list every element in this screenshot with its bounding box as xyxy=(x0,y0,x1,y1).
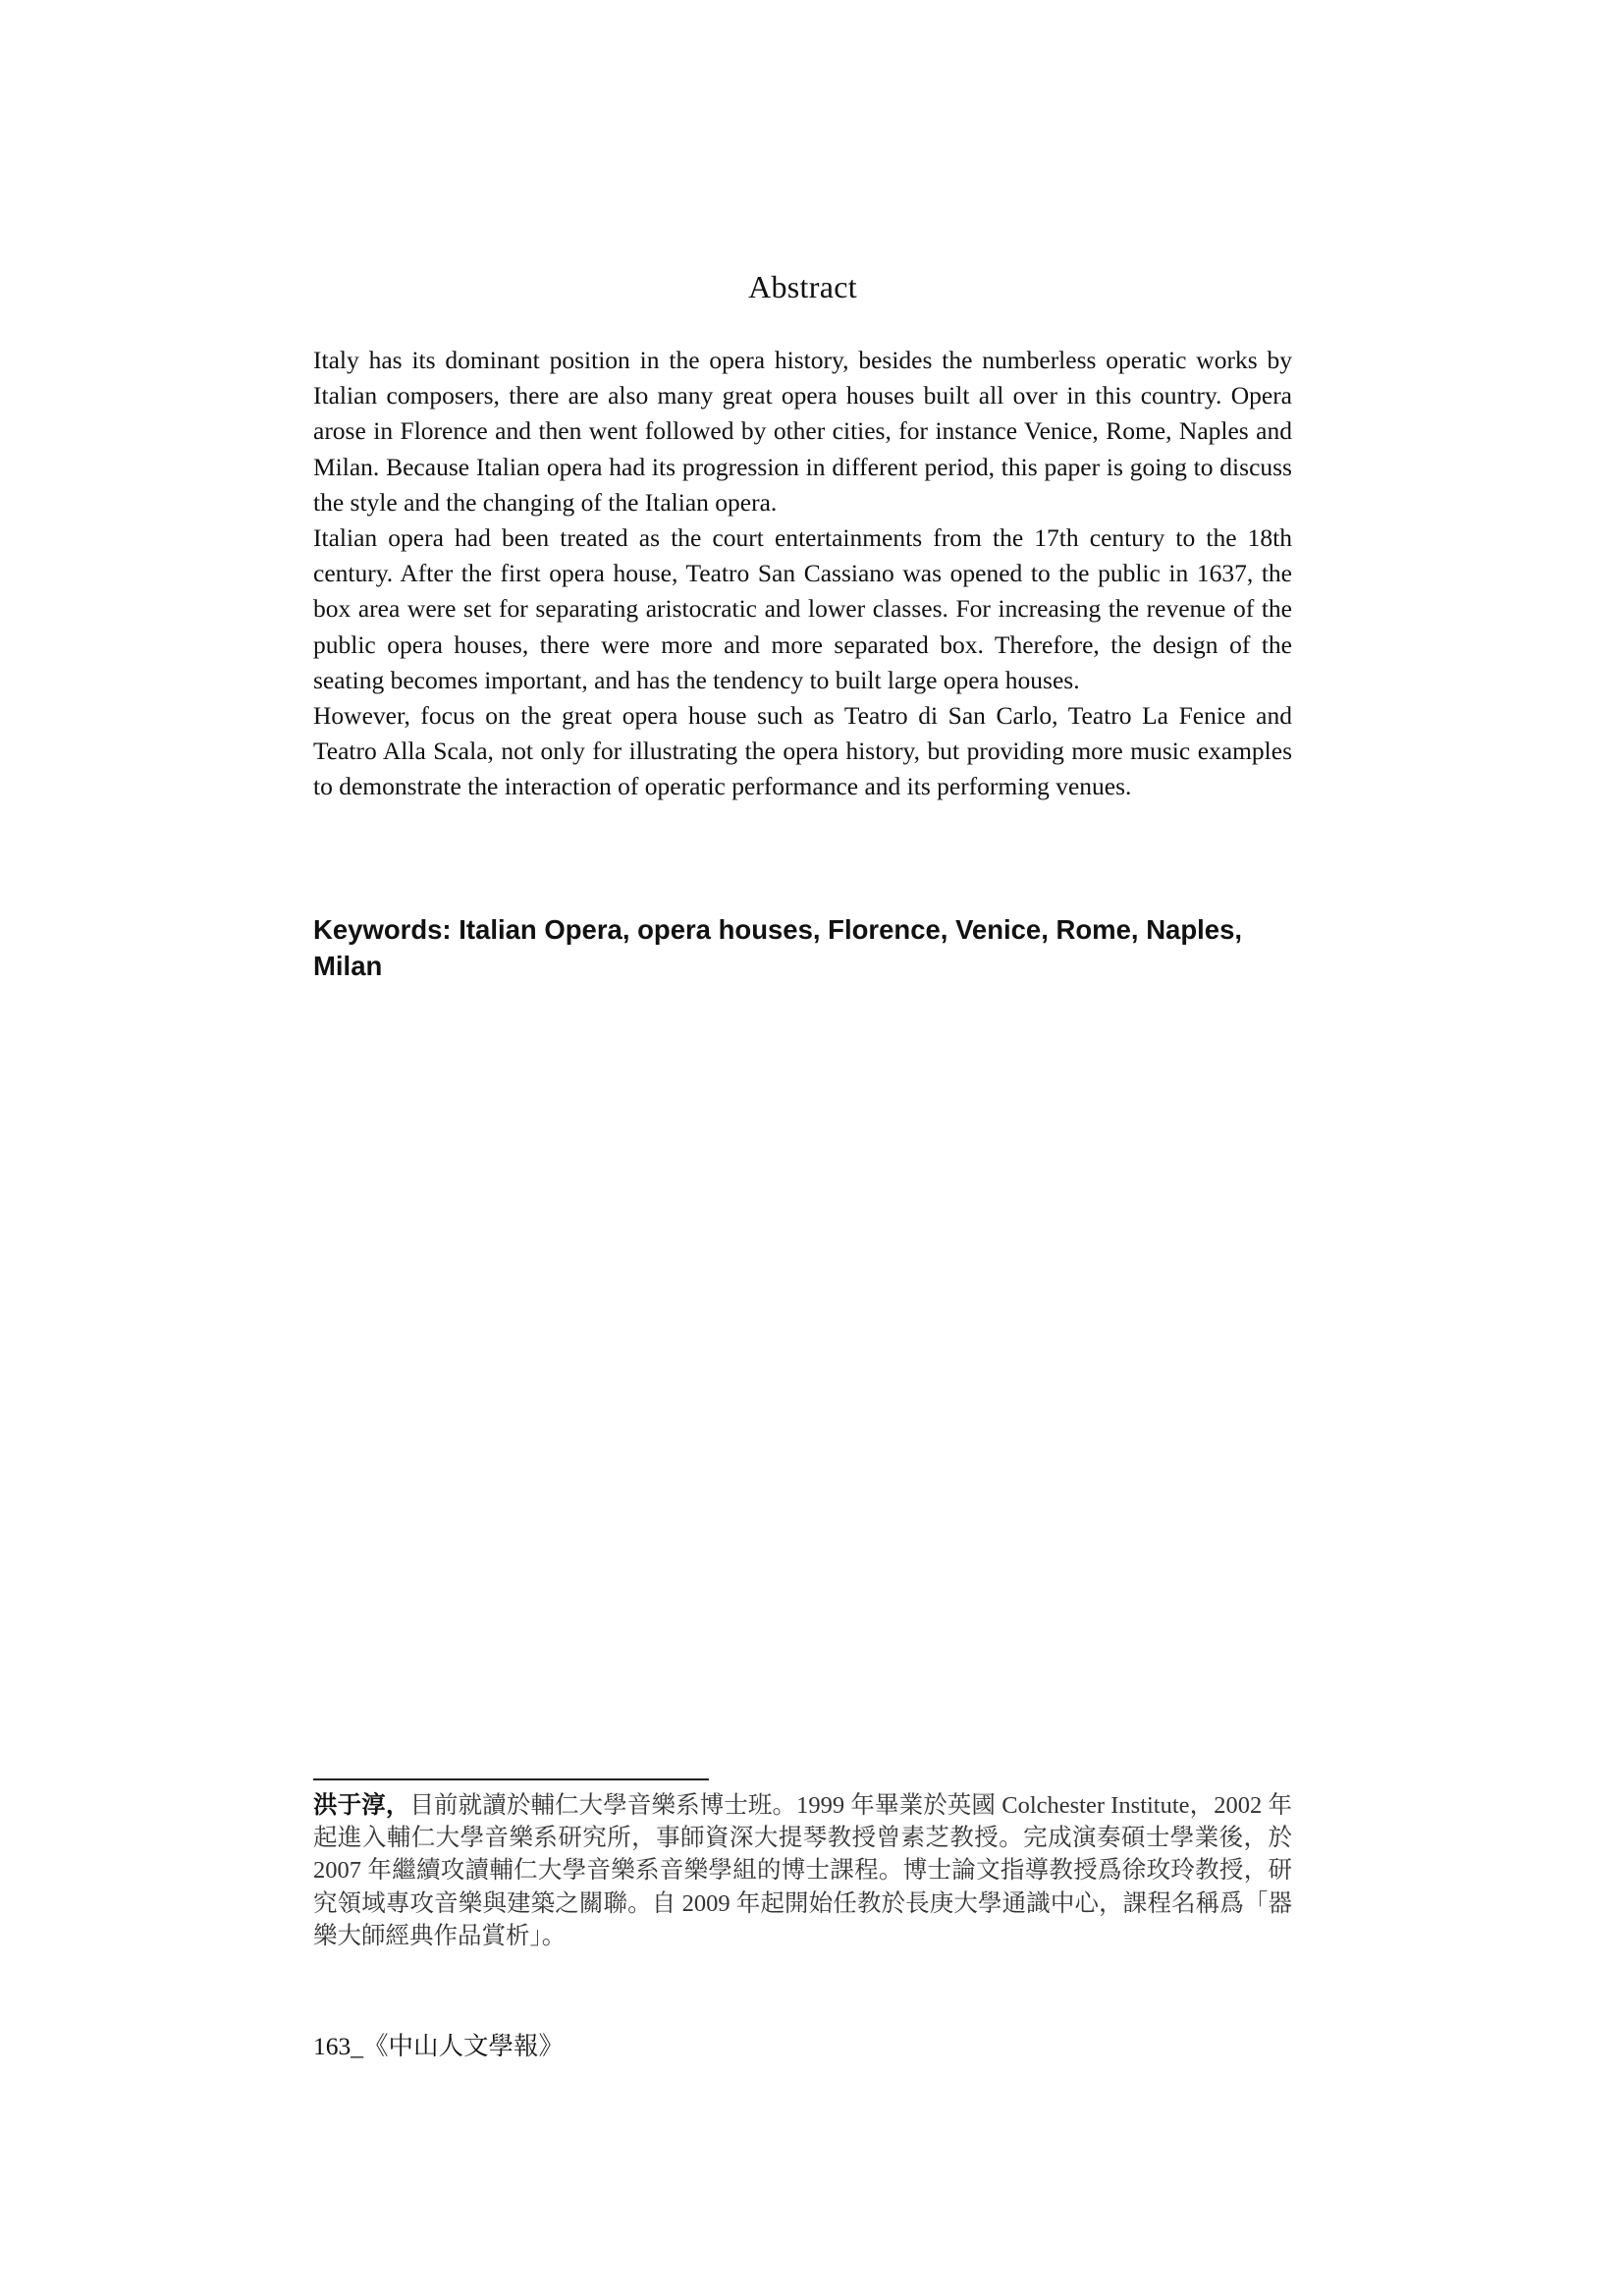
abstract-paragraph-3: However, focus on the great opera house such as Teatro di San Carlo, Teatro La Fenice and Teatro Alla Scala, not only for illustrating the opera history, but providing more music examples to demonstrate the interaction of operatic performance and its performing venues. xyxy=(313,701,1292,801)
page-number-journal: 163_《中山人文學報》 xyxy=(313,2032,565,2060)
author-footnote xyxy=(313,1789,1292,1952)
abstract-title: Abstract xyxy=(748,269,857,304)
abstract-body xyxy=(313,343,1292,805)
abstract-paragraph-2: Italian opera had been treated as the court entertainments from the 17th century to the 18th century. After the first opera house, Teatro San Cassiano was opened to the public in 1637, the box area were set for separating aristocratic and lower classes. For increasing the revenue of the public opera houses, there were more and more separated box. Therefore, the design of the seating becomes important, and has the tendency to built large opera houses. xyxy=(313,523,1292,694)
abstract-paragraph-1: Italy has its dominant position in the opera history, besides the numberless operatic works by Italian composers, there are also many great opera houses built all over in this country. Opera arose in Florence and then went followed by other cities, for instance Venice, Rome, Naples and Milan. Because Italian opera had its progression in different period, this paper is going to discuss the style and the changing of the Italian opera. xyxy=(313,346,1292,517)
footnote-divider xyxy=(313,1778,709,1780)
keywords: Keywords: Italian Opera, opera houses, Florence, Venice, Rome, Naples, Milan xyxy=(313,914,1243,981)
footnote-text: 目前就讀於輔仁大學音樂系博士班。1999 年畢業於英國 Colchester Institute，2002 年起進入輔仁大學音樂系研究所，事師資深大提琴教授曾素芝教授。完成演奏碩士學業後，於 2007 年繼續攻讀輔仁大學音樂系音樂學組的博士課程。博士論文指導教授爲徐玫玲教授，研究領域專攻音樂與建築之關聯。自 2009 年起開始任教於長庚大學通識中心，課程名稱爲「器樂大師經典作品賞析」。 xyxy=(313,1792,1292,1949)
footnote-author: 洪于淳， xyxy=(313,1792,410,1819)
